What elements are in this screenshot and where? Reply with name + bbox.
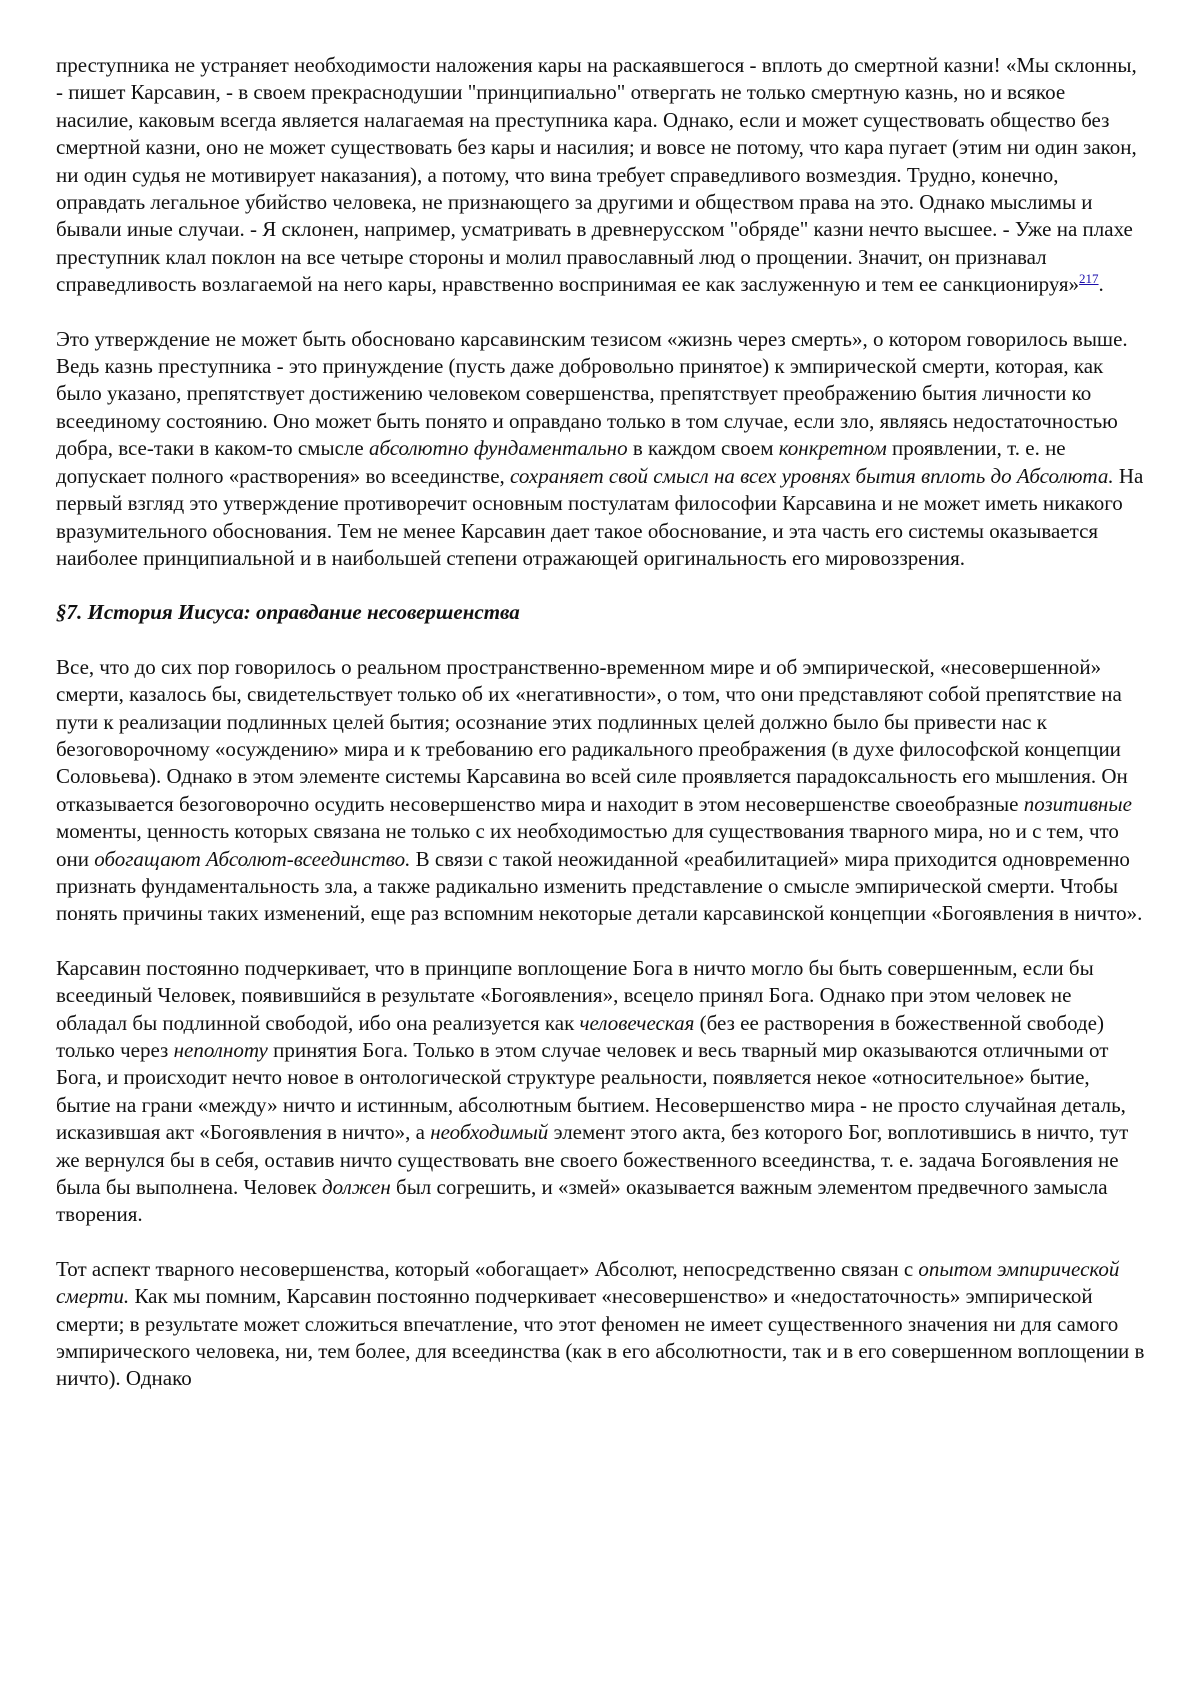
paragraph-4-text-5: был согрешить, и «змей» оказывается важным элементом предвечного замысла творения. — [56, 1175, 1108, 1227]
footnote-link-217[interactable]: 217 — [1079, 271, 1099, 287]
paragraph-2-emphasis-1: абсолютно фундаментально — [368, 436, 628, 461]
paragraph-4-text-2: (без ее растворения в божественной свободе) только через — [56, 1010, 1104, 1062]
paragraph-5-emphasis-1: опытом эмпирической смерти. — [56, 1256, 1120, 1309]
paragraph-2-text-2: в каждом своем — [627, 436, 779, 461]
section-heading: §7. История Иисуса: оправдание несовершенства — [56, 600, 520, 625]
paragraph-5-text-1: Тот аспект тварного несовершенства, который «обогащает» Абсолют, непосредственно связан с — [56, 1256, 919, 1281]
paragraph-4-emphasis-3: необходимый — [430, 1120, 549, 1145]
paragraph-2-text-1: Это утверждение не может быть обосновано карсавинским тезисом «жизнь через смерть», о котором говорилось выше. Ведь казнь преступника - это принуждение (пусть даже добровольно принятое) к эмпирической смерти, которая, как было указано, препятствует достижению человеком совершенства, препятствует преображению бытия личности ко всеединому состоянию. Оно может быть понято и оправдано только в том случае, если зло, являясь недостаточностью добра, все-таки в каком-то смысле — [56, 326, 1128, 461]
paragraph-5-text-2: Как мы помним, Карсавин постоянно подчеркивает «несовершенство» и «недостаточность» эмпирической смерти; в результате может сложиться впечатление, что этот феномен не имеет существенного значения ни для самого эмпирического человека, ни, тем более, для всеединства (как в его абсолютности, так и в его совершенном воплощении в ничто). Однако — [56, 1284, 1145, 1391]
paragraph-3-text-3: В связи с такой неожиданной «реабилитацией» мира приходится одновременно признать фундаментальность зла, а также радикально изменить представление о смысле эмпирической смерти. Чтобы понять причины таких изменений, еще раз вспомним некоторые детали карсавинской концепции «Богоявления в ничто». — [56, 846, 1143, 926]
paragraph-4-text-1: Карсавин постоянно подчеркивает, что в принципе воплощение Бога в ничто могло бы быть совершенным, если бы всеединый Человек, появившийся в результате «Богоявления», всецело принял Бога. Однако при этом человек не обладал бы подлинной свободой, ибо она реализуется как — [56, 955, 1094, 1035]
paragraph-4-emphasis-2: неполноту — [173, 1038, 268, 1062]
document-page — [56, 52, 1146, 1393]
paragraph-2-emphasis-2: конкретном — [778, 436, 887, 461]
paragraph-3-text-1: Все, что до сих пор говорилось о реальном пространственно-временном мире и об эмпирической, «несовершенной» смерти, казалось бы, свидетельствует только об их «негативности», о том, что они представляют собой препятствие на пути к реализации подлинных целей бытия; осознание этих подлинных целей должно было бы привести нас к безоговорочному «осуждению» мира и к требованию его радикального преображения (в духе философской концепции Соловьева). Однако в этом элементе системы Карсавина во всей силе проявляется парадоксальность его мышления. Он отказывается безоговорочно осудить несовершенство мира и находит в этом несовершенстве своеобразные — [56, 654, 1128, 816]
paragraph-1-text: преступника не устраняет необходимости наложения кары на раскаявшегося - вплоть до смертной казни! «Мы склонны, - пишет Карсавин, - в своем прекраснодушии "принципиально" отвергать не только смертную казнь, но и всякое насилие, каковым всегда является налагаемая на преступника кара. Однако, если и может существовать общество без смертной казни, оно не может существовать без кары и насилия; и вовсе не потому, что кара пугает (этим ни один закон, ни один судья не мотивирует наказания), а потому, что вина требует справедливого возмездия. Трудно, конечно, оправдать легальное убийство человека, не признающего за другими и обществом права на это. Однако мыслимы и бывали иные случаи. - Я склонен, например, усматривать в древнерусском "обряде" казни нечто высшее. - Уже на плахе преступник клал поклон на все четыре стороны и молил православный люд о прощении. Значит, он признавал справедливость возлагаемой на него кары, нравственно воспринимая ее как заслуженную и тем ее санкционируя» — [56, 53, 1137, 297]
paragraph-2 — [56, 326, 1146, 573]
paragraph-4 — [56, 955, 1146, 1229]
paragraph-3-emphasis-2: обогащают Абсолют-всеединство. — [94, 846, 411, 871]
paragraph-5 — [56, 1256, 1146, 1393]
paragraph-4-text-4: элемент этого акта, без которого Бог, воплотившись в ничто, тут же вернулся бы в себя, оставив ничто существовать вне своего божественного всеединства, т. е. задача Богоявления не была бы выполнена. Человек — [56, 1120, 1129, 1200]
paragraph-4-emphasis-1: человеческая — [579, 1010, 695, 1035]
paragraph-2-text-4: На первый взгляд это утверждение противоречит основным постулатам философии Карсавина и не может иметь никакого вразумительного обоснования. Тем не менее Карсавин дает такое обоснование, и эта часть его системы оказывается наиболее принципиальной и в наибольшей степени отражающей оригинальность его мировоззрения. — [56, 463, 1144, 570]
paragraph-1-end: . — [1098, 272, 1104, 297]
paragraph-3-emphasis-1: позитивные — [1023, 791, 1132, 816]
paragraph-3 — [56, 654, 1146, 928]
paragraph-3-text-2: моменты, ценность которых связана не только с их необходимостью для существования тварного мира, но и с тем, что они — [56, 819, 1119, 871]
paragraph-2-emphasis-3: сохраняет свой смысл на всех уровнях бытия вплоть до Абсолюта. — [510, 463, 1114, 488]
paragraph-4-text-3: принятия Бога. Только в этом случае человек и весь тварный мир оказываются отличными от Бога, и происходит нечто новое в онтологической структуре реальности, появляется некое «относительное» бытие, бытие на грани «между» ничто и истинным, абсолютным бытием. Несовершенство мира - не просто случайная деталь, исказившая акт «Богоявления в ничто», а — [56, 1038, 1126, 1145]
paragraph-4-emphasis-4: должен — [322, 1175, 391, 1200]
paragraph-2-text-3: проявлении, т. е. не допускает полного «растворения» во всеединстве, — [56, 436, 1066, 488]
paragraph-1 — [56, 52, 1146, 299]
